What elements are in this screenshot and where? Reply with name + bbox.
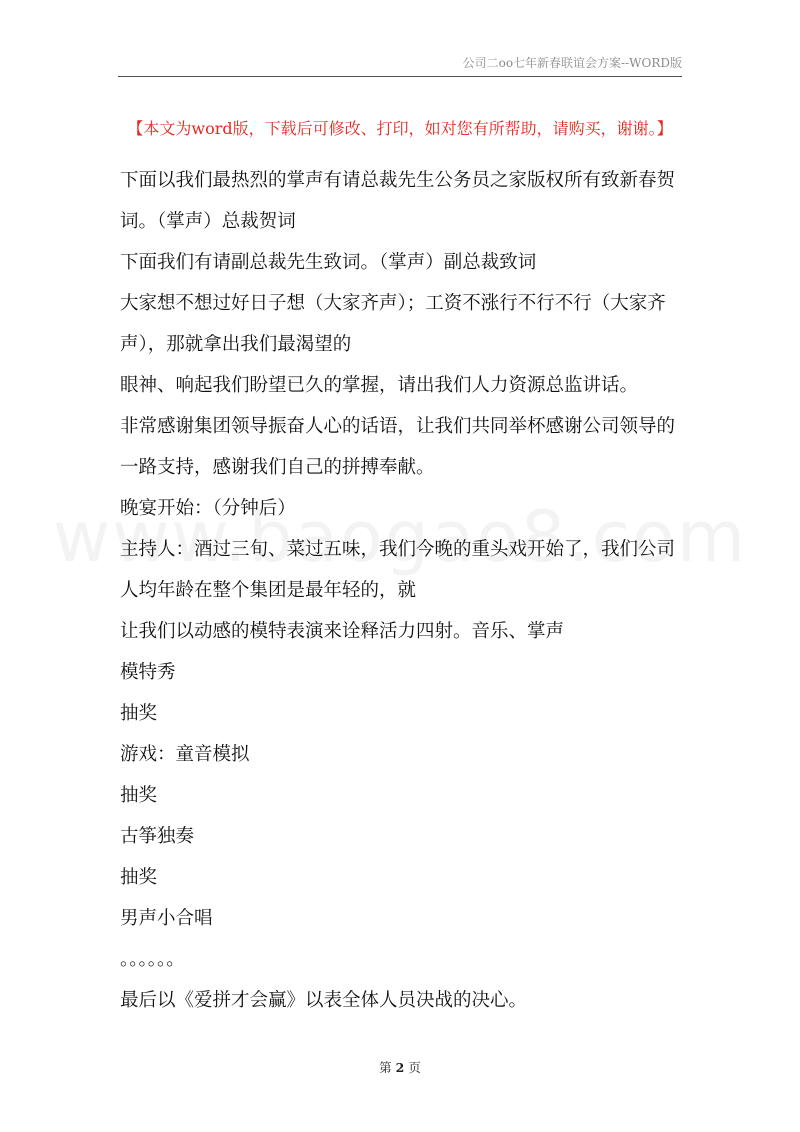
page-footer bbox=[0, 1058, 800, 1076]
paragraph-7: 主持人：酒过三旬、菜过五味，我们今晚的重头戏开始了，我们公司人均年龄在整个集团是最年轻的，就 bbox=[120, 539, 676, 601]
document-body bbox=[120, 160, 686, 1021]
paragraph-8: 让我们以动感的模特表演来诠释活力四射。音乐、掌声 bbox=[120, 621, 565, 642]
page-number-suffix: 页 bbox=[408, 1060, 421, 1075]
paragraph-4: 眼神、响起我们盼望已久的掌握，请出我们人力资源总监讲话。 bbox=[120, 375, 639, 396]
program-item-guzheng: 古筝独奏 bbox=[120, 826, 195, 847]
page-header bbox=[118, 56, 682, 70]
header-title: 公司二oo七年新春联谊会方案--WORD版 bbox=[462, 56, 682, 70]
paragraph-5: 非常感谢集团领导振奋人心的话语，让我们共同举杯感谢公司领导的一路支持，感谢我们自己的拼搏奉献。 bbox=[120, 416, 676, 478]
program-item-lottery-3: 抽奖 bbox=[120, 867, 158, 888]
ellipsis-line: 。。。。。。 bbox=[120, 949, 185, 970]
program-item-chorus: 男声小合唱 bbox=[120, 908, 213, 929]
program-item-game: 游戏：童音模拟 bbox=[120, 744, 250, 765]
page-number: 2 bbox=[395, 1060, 405, 1075]
program-item-lottery-2: 抽奖 bbox=[120, 785, 158, 806]
paragraph-6: 晚宴开始：（分钟后） bbox=[120, 498, 296, 519]
paragraph-2: 下面我们有请副总裁先生致词。（掌声）副总裁致词 bbox=[120, 252, 537, 273]
paragraph-1: 下面以我们最热烈的掌声有请总裁先生公务员之家版权所有致新春贺词。（掌声）总裁贺词 bbox=[120, 170, 676, 232]
program-item-model-show: 模特秀 bbox=[120, 662, 176, 683]
page-number-prefix: 第 bbox=[379, 1060, 392, 1075]
header-divider bbox=[118, 76, 682, 77]
paragraph-3: 大家想不想过好日子想（大家齐声）；工资不涨行不行不行（大家齐声），那就拿出我们最渴望的 bbox=[120, 293, 666, 355]
program-item-lottery-1: 抽奖 bbox=[120, 703, 158, 724]
purchase-notice: 【本文为word版，下载后可修改、打印，如对您有所帮助，请购买，谢谢。】 bbox=[127, 119, 673, 138]
closing-paragraph: 最后以《爱拼才会赢》以表全体人员决战的决心。 bbox=[120, 990, 528, 1011]
